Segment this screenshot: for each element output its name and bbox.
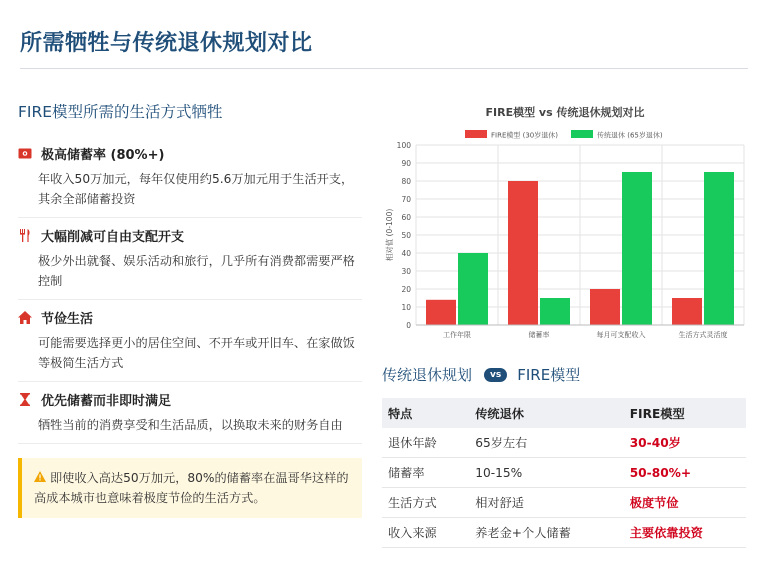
y-tick-label: 0 bbox=[406, 321, 411, 330]
vs-badge: vs bbox=[484, 368, 507, 382]
bar bbox=[540, 298, 570, 325]
item-title: 极高储蓄率 (80%+) bbox=[41, 148, 165, 163]
bar bbox=[508, 181, 538, 325]
page-title: 所需牺牲与传统退休规划对比 bbox=[20, 31, 313, 56]
compare-title bbox=[382, 364, 580, 385]
title-divider bbox=[20, 68, 748, 69]
sacrifice-item bbox=[18, 218, 362, 300]
notice-box bbox=[18, 458, 362, 518]
bar bbox=[590, 289, 620, 325]
item-title: 优先储蓄而非即时满足 bbox=[41, 394, 172, 409]
legend-swatch bbox=[465, 130, 487, 138]
table-cell: 储蓄率 bbox=[382, 458, 469, 488]
comparison-chart bbox=[382, 100, 748, 340]
bar bbox=[622, 172, 652, 325]
bar bbox=[458, 253, 488, 325]
y-tick-label: 30 bbox=[401, 267, 411, 276]
bar bbox=[672, 298, 702, 325]
x-tick-label: 储蓄率 bbox=[528, 331, 550, 339]
legend-swatch bbox=[571, 130, 593, 138]
table-cell: 相对舒适 bbox=[469, 488, 623, 518]
item-desc: 可能需要选择更小的居住空间、不开车或开旧车、在家做饭等极简生活方式 bbox=[38, 336, 355, 370]
chart-title: FIRE模型 vs 传统退休规划对比 bbox=[485, 106, 645, 119]
table-cell: 收入来源 bbox=[382, 518, 469, 548]
item-desc: 极少外出就餐、娱乐活动和旅行，几乎所有消费都需要严格控制 bbox=[38, 254, 355, 288]
table-cell: 10-15% bbox=[469, 458, 623, 488]
table-row bbox=[382, 488, 746, 518]
x-tick-label: 工作年限 bbox=[443, 331, 471, 339]
y-tick-label: 20 bbox=[401, 285, 411, 294]
legend-label: 传统退休 (65岁退休) bbox=[597, 131, 663, 140]
y-tick-label: 60 bbox=[401, 213, 411, 222]
table-cell: 极度节俭 bbox=[624, 488, 746, 518]
chart-svg bbox=[382, 100, 748, 340]
item-title: 节俭生活 bbox=[41, 312, 94, 327]
compare-title-right: FIRE模型 bbox=[517, 366, 581, 384]
x-tick-label: 每月可支配收入 bbox=[596, 331, 646, 339]
table-cell: 养老金+个人储蓄 bbox=[469, 518, 623, 548]
notice-text: 即使收入高达50万加元，80%的储蓄率在温哥华这样的高成本城市也意味着极度节俭的生活方式。 bbox=[34, 471, 349, 505]
bar bbox=[426, 300, 456, 325]
y-axis-label: 相对值 (0-100) bbox=[385, 208, 394, 262]
hourglass-icon bbox=[18, 393, 32, 407]
comparison-table bbox=[382, 398, 746, 548]
y-tick-label: 10 bbox=[401, 303, 411, 312]
legend-label: FIRE模型 (30岁退休) bbox=[491, 131, 558, 140]
table-cell: 65岁左右 bbox=[469, 428, 623, 458]
item-title: 大幅削减可自由支配开支 bbox=[41, 230, 185, 245]
table-header: 传统退休 bbox=[469, 398, 623, 428]
table-header-row bbox=[382, 398, 746, 428]
compare-title-left: 传统退休规划 bbox=[382, 366, 473, 384]
y-tick-label: 70 bbox=[401, 195, 411, 204]
table-cell: 30-40岁 bbox=[624, 428, 746, 458]
y-tick-label: 90 bbox=[401, 159, 411, 168]
sacrifice-item bbox=[18, 136, 362, 218]
y-tick-label: 80 bbox=[401, 177, 411, 186]
y-tick-label: 100 bbox=[396, 141, 411, 150]
table-row bbox=[382, 428, 746, 458]
utensils-icon bbox=[18, 229, 32, 243]
money-bill-icon bbox=[18, 147, 32, 161]
table-cell: 主要依靠投资 bbox=[624, 518, 746, 548]
item-desc: 牺牲当前的消费享受和生活品质，以换取未来的财务自由 bbox=[38, 418, 343, 432]
y-tick-label: 50 bbox=[401, 231, 411, 240]
item-desc: 年收入50万加元，每年仅使用约5.6万加元用于生活开支，其余全部储蓄投资 bbox=[38, 172, 354, 206]
home-icon bbox=[18, 311, 32, 325]
table-header: FIRE模型 bbox=[624, 398, 746, 428]
sacrifice-item bbox=[18, 300, 362, 382]
warning-icon bbox=[34, 468, 46, 488]
section-title: FIRE模型所需的生活方式牺牲 bbox=[18, 103, 223, 121]
x-tick-label: 生活方式灵活度 bbox=[678, 331, 728, 339]
table-cell: 生活方式 bbox=[382, 488, 469, 518]
table-cell: 退休年龄 bbox=[382, 428, 469, 458]
table-header: 特点 bbox=[382, 398, 469, 428]
sacrifice-item bbox=[18, 382, 362, 444]
bar bbox=[704, 172, 734, 325]
table-row bbox=[382, 458, 746, 488]
y-tick-label: 40 bbox=[401, 249, 411, 258]
table-row bbox=[382, 518, 746, 548]
sacrifice-section bbox=[18, 100, 362, 518]
table-cell: 50-80%+ bbox=[624, 458, 746, 488]
